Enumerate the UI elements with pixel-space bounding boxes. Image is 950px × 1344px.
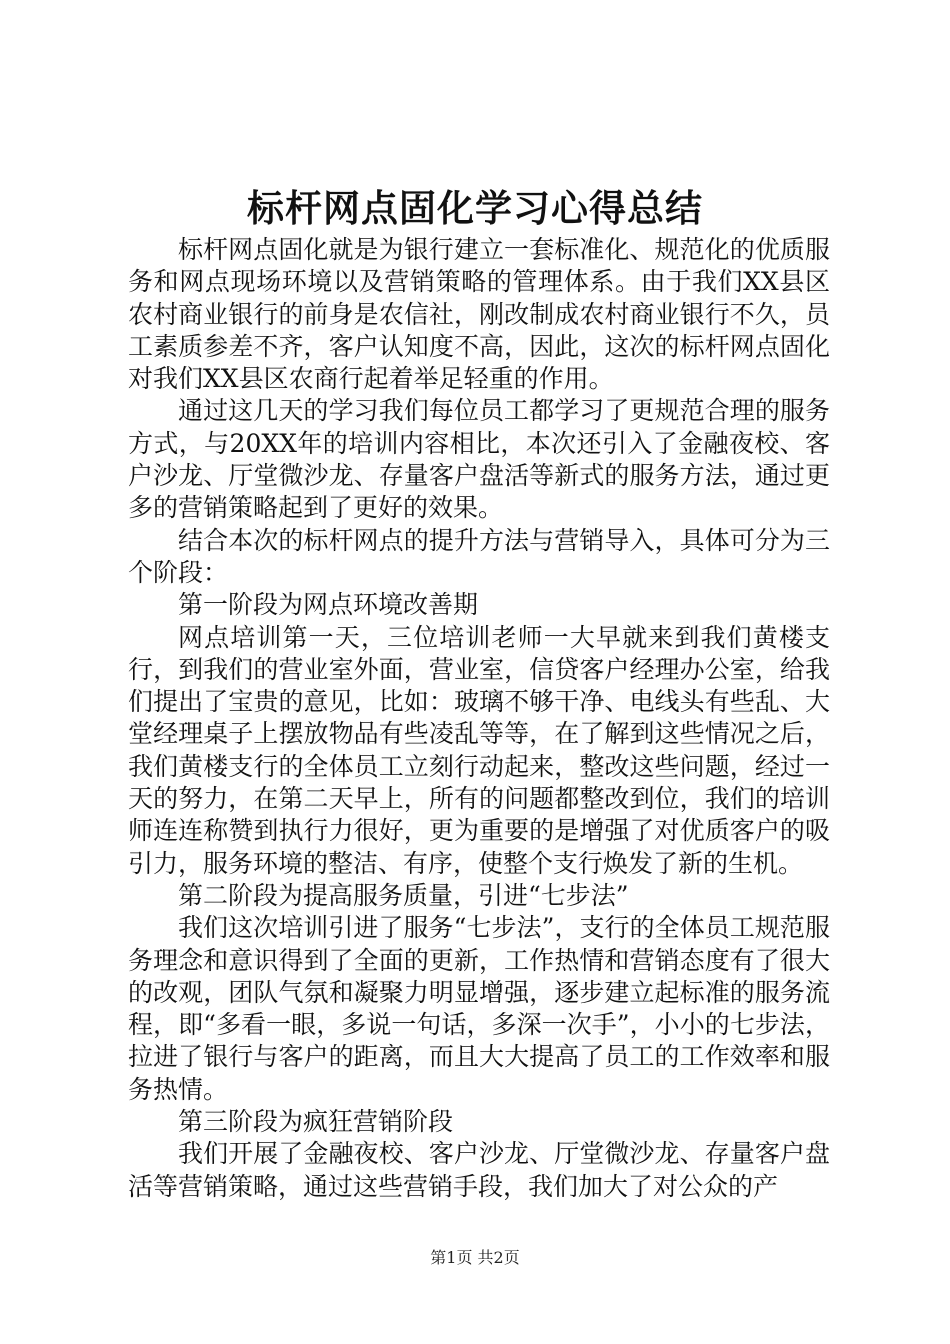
paragraph-stage-one: 网点培训第一天，三位培训老师一大早就来到我们黄楼支行，到我们的营业室外面，营业室，信贷客户经理办公室，给我们提出了宝贵的意见，比如：玻璃不够干净、电线头有些乱、大堂经理桌子上摆放物品有些凌乱等等，在了解到这些情况之后，我们黄楼支行的全体员工立刻行动起来，整改这些问题，经过一天的努力，在第二天早上，所有的问题都整改到位，我们的培训师连连称赞到执行力很好，更为重要的是增强了对优质客户的吸引力，服务环境的整洁、有序，使整个支行焕发了新的生机。 — [128, 622, 830, 878]
paragraph-stages-intro: 结合本次的标杆网点的提升方法与营销导入，具体可分为三个阶段： — [128, 525, 830, 587]
stage-three-heading: 第三阶段为疯狂营销阶段 — [178, 1107, 454, 1137]
paragraph-training: 通过这几天的学习我们每位员工都学习了更规范合理的服务方式，与20XX年的培训内容相比，本次还引入了金融夜校、客户沙龙、厅堂微沙龙、存量客户盘活等新式的服务方法，通过更多的营销策略起到了更好的效果。 — [128, 396, 830, 523]
stage-one-heading: 第一阶段为网点环境改善期 — [178, 590, 479, 620]
paragraph-stage-three: 我们开展了金融夜校、客户沙龙、厅堂微沙龙、存量客户盘活等营销策略，通过这些营销手段，我们加大了对公众的产 — [128, 1139, 830, 1201]
document-title: 标杆网点固化学习心得总结 — [247, 186, 703, 230]
document-body — [128, 234, 830, 1203]
page-number-footer: 第1页 共2页 — [430, 1248, 520, 1267]
paragraph-stage-two: 我们这次培训引进了服务“七步法”，支行的全体员工规范服务理念和意识得到了全面的更新，工作热情和营销态度有了很大的改观，团队气氛和凝聚力明显增强，逐步建立起标准的服务流程，即“多看一眼，多说一句话，多深一次手”，小小的七步法，拉进了银行与客户的距离，而且大大提高了员工的工作效率和服务热情。 — [128, 913, 830, 1104]
paragraph-intro: 标杆网点固化就是为银行建立一套标准化、规范化的优质服务和网点现场环境以及营销策略的管理体系。由于我们XX县区农村商业银行的前身是农信社，刚改制成农村商业银行不久，员工素质参差不齐，客户认知度不高，因此，这次的标杆网点固化对我们XX县区农商行起着举足轻重的作用。 — [128, 235, 830, 394]
stage-two-heading: 第二阶段为提高服务质量，引进“七步法” — [178, 880, 629, 910]
